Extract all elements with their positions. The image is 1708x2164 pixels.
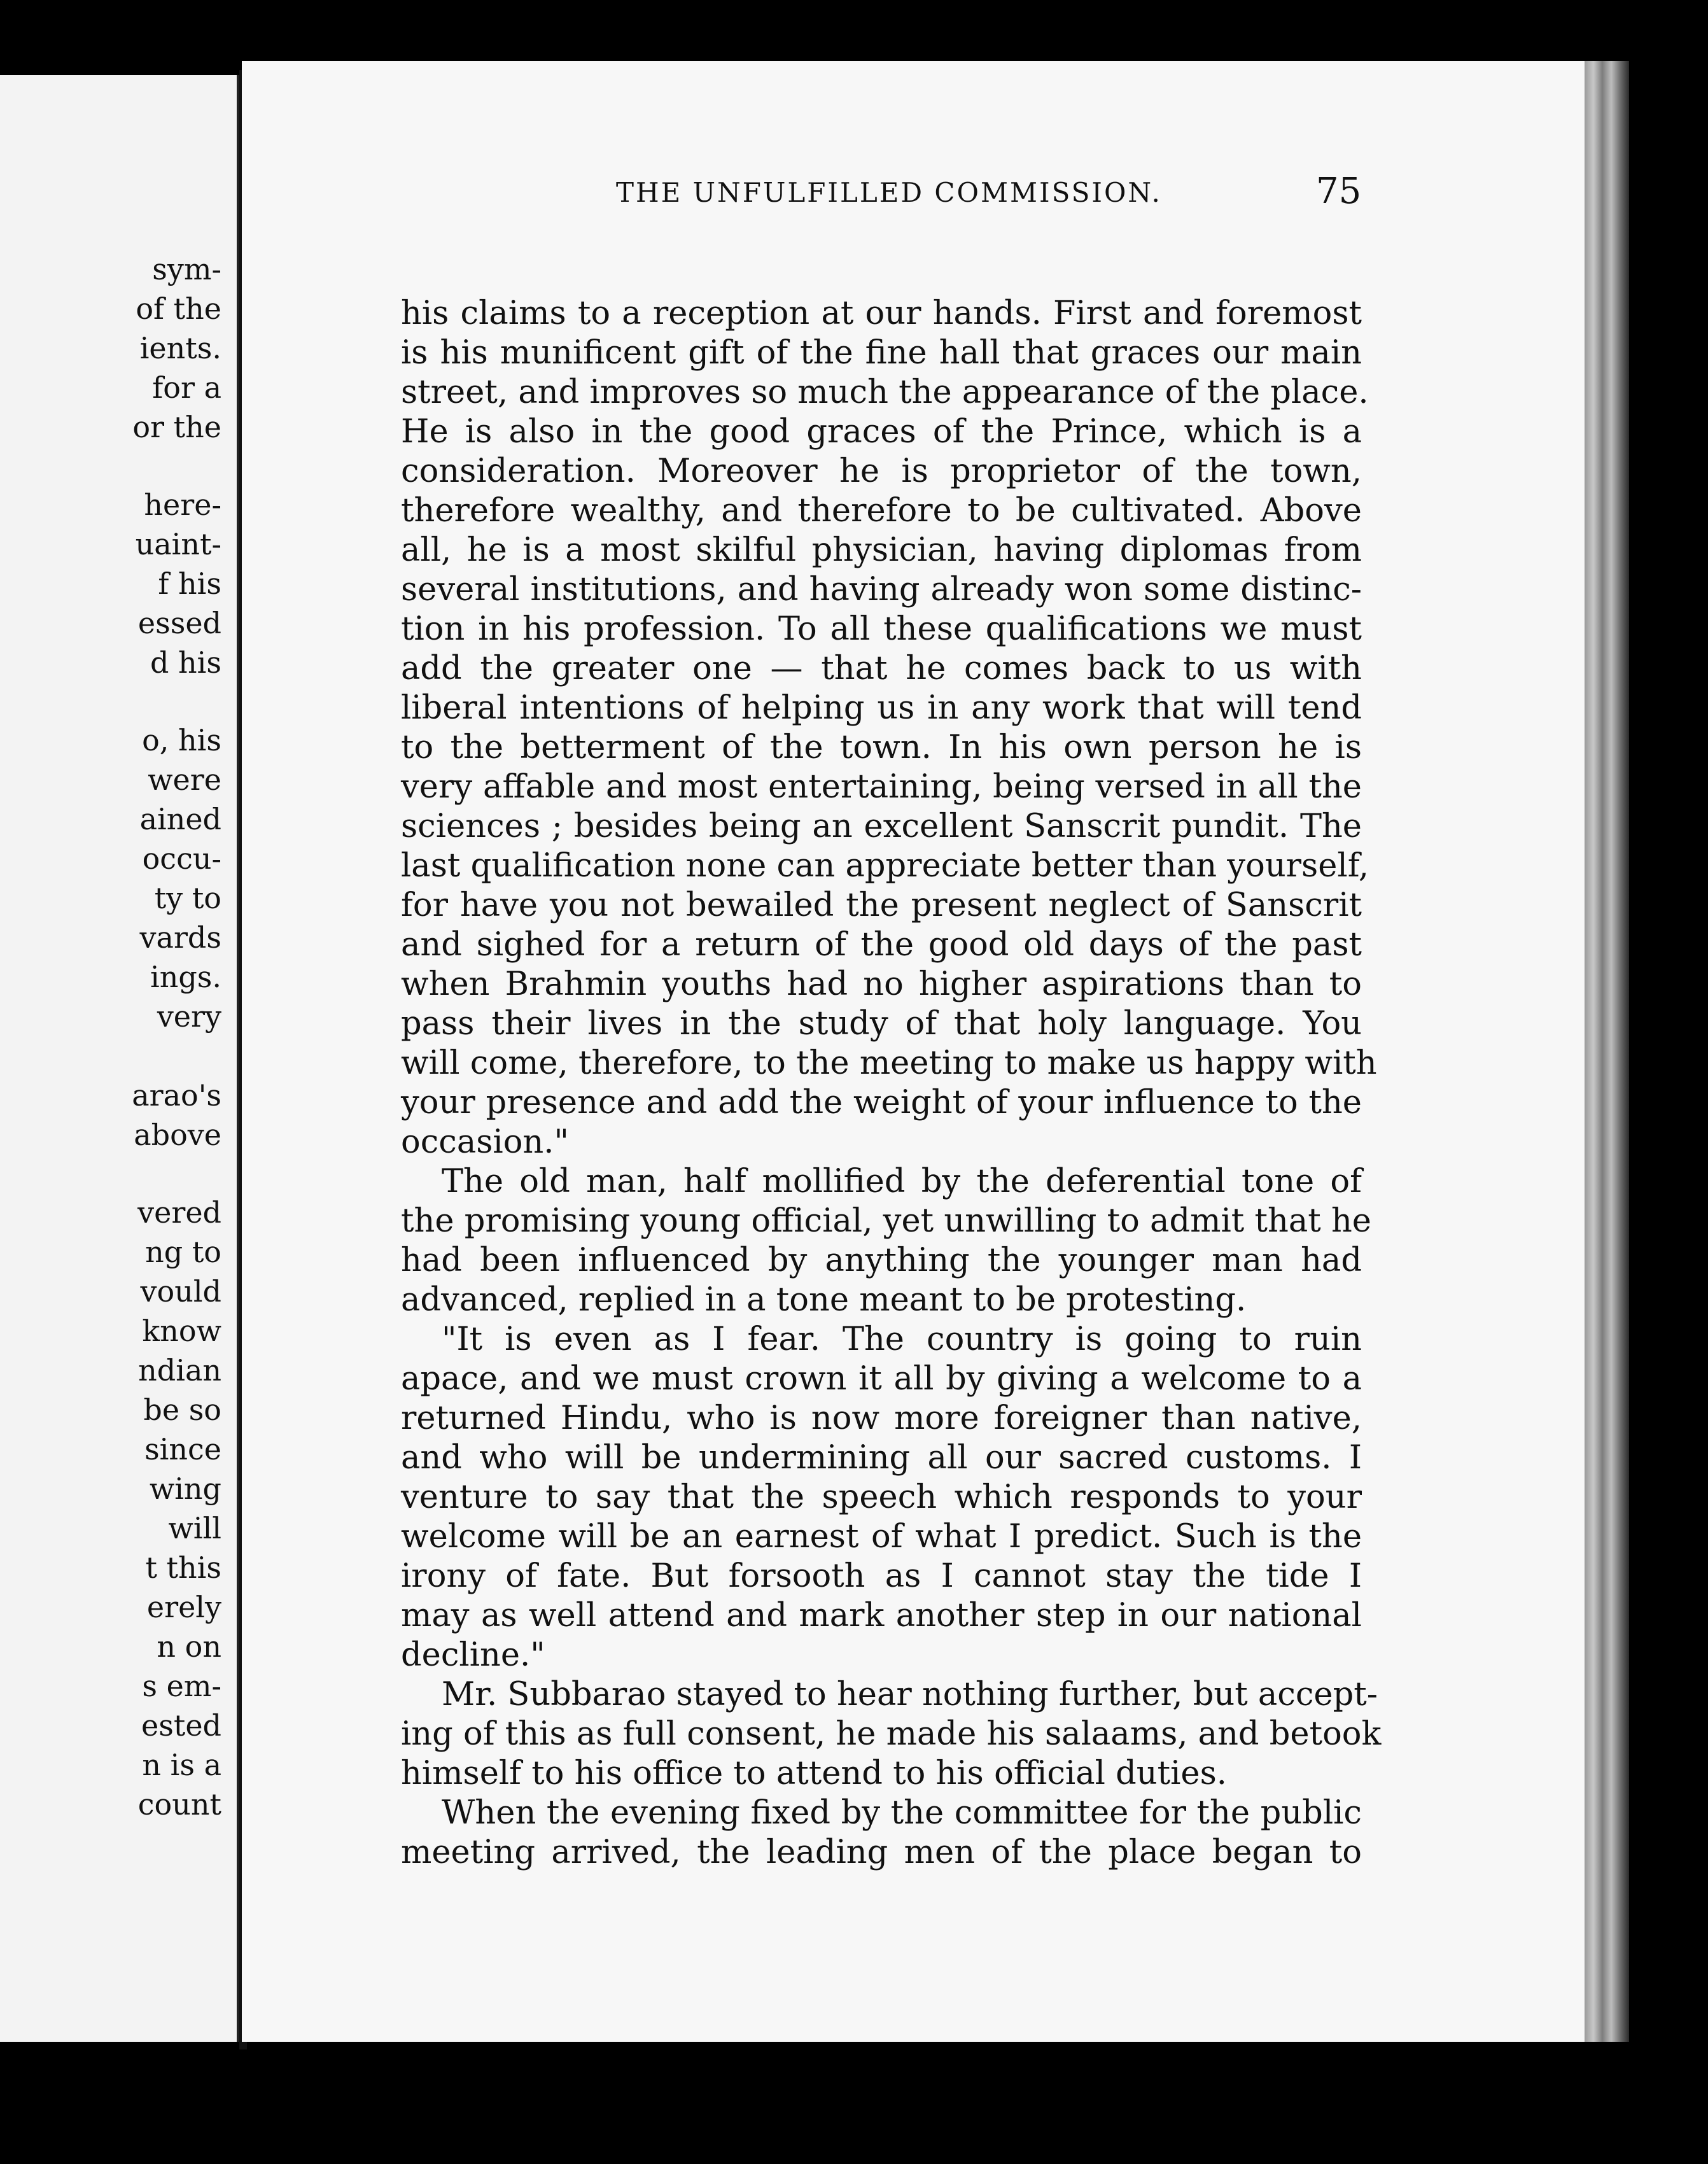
left-page-line: arao's — [132, 1078, 221, 1113]
left-page-line: wing — [149, 1472, 221, 1506]
left-page-line: t this — [145, 1550, 221, 1585]
left-page-line: were — [148, 762, 221, 797]
text-line: all, he is a most skilful physician, having diplomas from — [401, 531, 1362, 569]
text-line: tion in his profession. To all these qualifications we must — [401, 610, 1362, 648]
text-line: your presence and add the weight of your influence to the — [401, 1084, 1362, 1121]
text-line: pass their lives in the study of that holy language. You — [401, 1005, 1362, 1043]
left-page-line: here- — [144, 488, 221, 522]
left-page-line: vould — [140, 1274, 221, 1309]
left-page — [0, 75, 239, 2042]
left-page-line: ings. — [150, 960, 221, 994]
text-line: very affable and most entertaining, being versed in all the — [401, 768, 1362, 806]
left-page-line: f his — [158, 566, 221, 601]
left-page-line: ty to — [154, 881, 221, 915]
text-line: to the betterment of the town. In his own person he is — [401, 729, 1362, 766]
left-page-line: very — [157, 999, 221, 1034]
left-page-line: ients. — [139, 331, 221, 365]
left-page-line: vered — [137, 1195, 221, 1230]
left-page-line: or the — [132, 410, 221, 444]
text-line: therefore wealthy, and therefore to be cultivated. Above — [401, 492, 1362, 530]
text-line: decline." — [401, 1636, 545, 1674]
text-line: the promising young official, yet unwilling to admit that he — [401, 1202, 1371, 1240]
text-line: consideration. Moreover he is proprietor of the town, — [401, 453, 1362, 490]
left-page-line: ndian — [138, 1353, 221, 1388]
left-page-line: ng to — [145, 1235, 221, 1269]
text-line: last qualification none can appreciate better than yourself, — [401, 847, 1369, 885]
left-page-line: of the — [136, 292, 221, 326]
running-head: THE UNFULFILLED COMMISSION. — [616, 177, 1162, 208]
text-line: venture to say that the speech which responds to your — [401, 1479, 1362, 1516]
text-line: when Brahmin youths had no higher aspirations than to — [401, 966, 1362, 1003]
page-number: 75 — [1316, 171, 1362, 212]
left-page-line: uaint- — [135, 527, 221, 561]
left-page-line: occu- — [142, 841, 221, 876]
text-line: add the greater one — that he comes back to us with — [401, 650, 1362, 687]
text-line: occasion." — [401, 1123, 569, 1161]
text-line: When the evening fixed by the committee for the public — [442, 1794, 1362, 1832]
text-line: He is also in the good graces of the Prince, which is a — [401, 413, 1362, 451]
text-line: had been influenced by anything the younger man had — [401, 1242, 1362, 1279]
text-line: sciences ; besides being an excellent Sanscrit pundit. The — [401, 808, 1362, 845]
page-edges — [1585, 61, 1629, 2042]
left-page-line: ained — [139, 802, 221, 836]
text-line: liberal intentions of helping us in any work that will tend — [401, 689, 1362, 727]
text-line: is his munificent gift of the fine hall that graces our main — [401, 334, 1362, 372]
body-text — [401, 294, 1382, 1872]
text-line: street, and improves so much the appearance of the place. — [401, 374, 1369, 411]
text-line: and sighed for a return of the good old days of the past — [401, 926, 1362, 964]
text-line: "It is even as I fear. The country is going to ruin — [442, 1321, 1362, 1358]
text-line: and who will be undermining all our sacred customs. I — [401, 1439, 1362, 1477]
left-page-line: count — [137, 1787, 221, 1822]
left-page-line: for a — [152, 370, 221, 405]
left-page-line: n is a — [142, 1748, 221, 1782]
left-page-line: n on — [157, 1629, 221, 1664]
text-line: advanced, replied in a tone meant to be protesting. — [401, 1281, 1247, 1319]
text-line: himself to his office to attend to his official duties. — [401, 1755, 1227, 1792]
left-page-line: s em- — [142, 1669, 221, 1703]
text-line: irony of fate. But forsooth as I cannot stay the tide I — [401, 1557, 1362, 1595]
left-page-line: be so — [143, 1393, 221, 1427]
left-page-line: since — [144, 1432, 221, 1466]
left-page-line: o, his — [142, 723, 221, 757]
text-line: meeting arrived, the leading men of the place began to — [401, 1834, 1362, 1871]
left-page-line: ested — [141, 1708, 221, 1743]
text-line: ing of this as full consent, he made his salaams, and betook — [401, 1715, 1382, 1753]
left-page-line: erely — [146, 1590, 221, 1624]
text-line: several institutions, and having already won some distinc- — [401, 571, 1362, 608]
text-line: Mr. Subbarao stayed to hear nothing further, but accept- — [442, 1676, 1378, 1713]
text-line: will come, therefore, to the meeting to make us happy with — [401, 1044, 1377, 1082]
text-line: The old man, half mollified by the deferential tone of — [442, 1163, 1362, 1200]
left-page-line: essed — [137, 606, 221, 640]
left-page-line: d his — [150, 645, 221, 680]
left-page-line: will — [168, 1511, 221, 1545]
text-line: welcome will be an earnest of what I predict. Such is the — [401, 1518, 1362, 1556]
text-line: may as well attend and mark another step in our national — [401, 1597, 1362, 1634]
text-line: for have you not bewailed the present neglect of Sanscrit — [401, 887, 1362, 924]
text-line: his claims to a reception at our hands. First and foremost — [401, 295, 1362, 332]
left-page-line: know — [142, 1314, 221, 1348]
left-page-line: sym- — [152, 252, 221, 286]
text-line: apace, and we must crown it all by giving a welcome to a — [401, 1360, 1362, 1398]
left-page-line: above — [134, 1118, 221, 1152]
text-line: returned Hindu, who is now more foreigner than native, — [401, 1400, 1362, 1437]
left-page-line: vards — [139, 920, 221, 955]
